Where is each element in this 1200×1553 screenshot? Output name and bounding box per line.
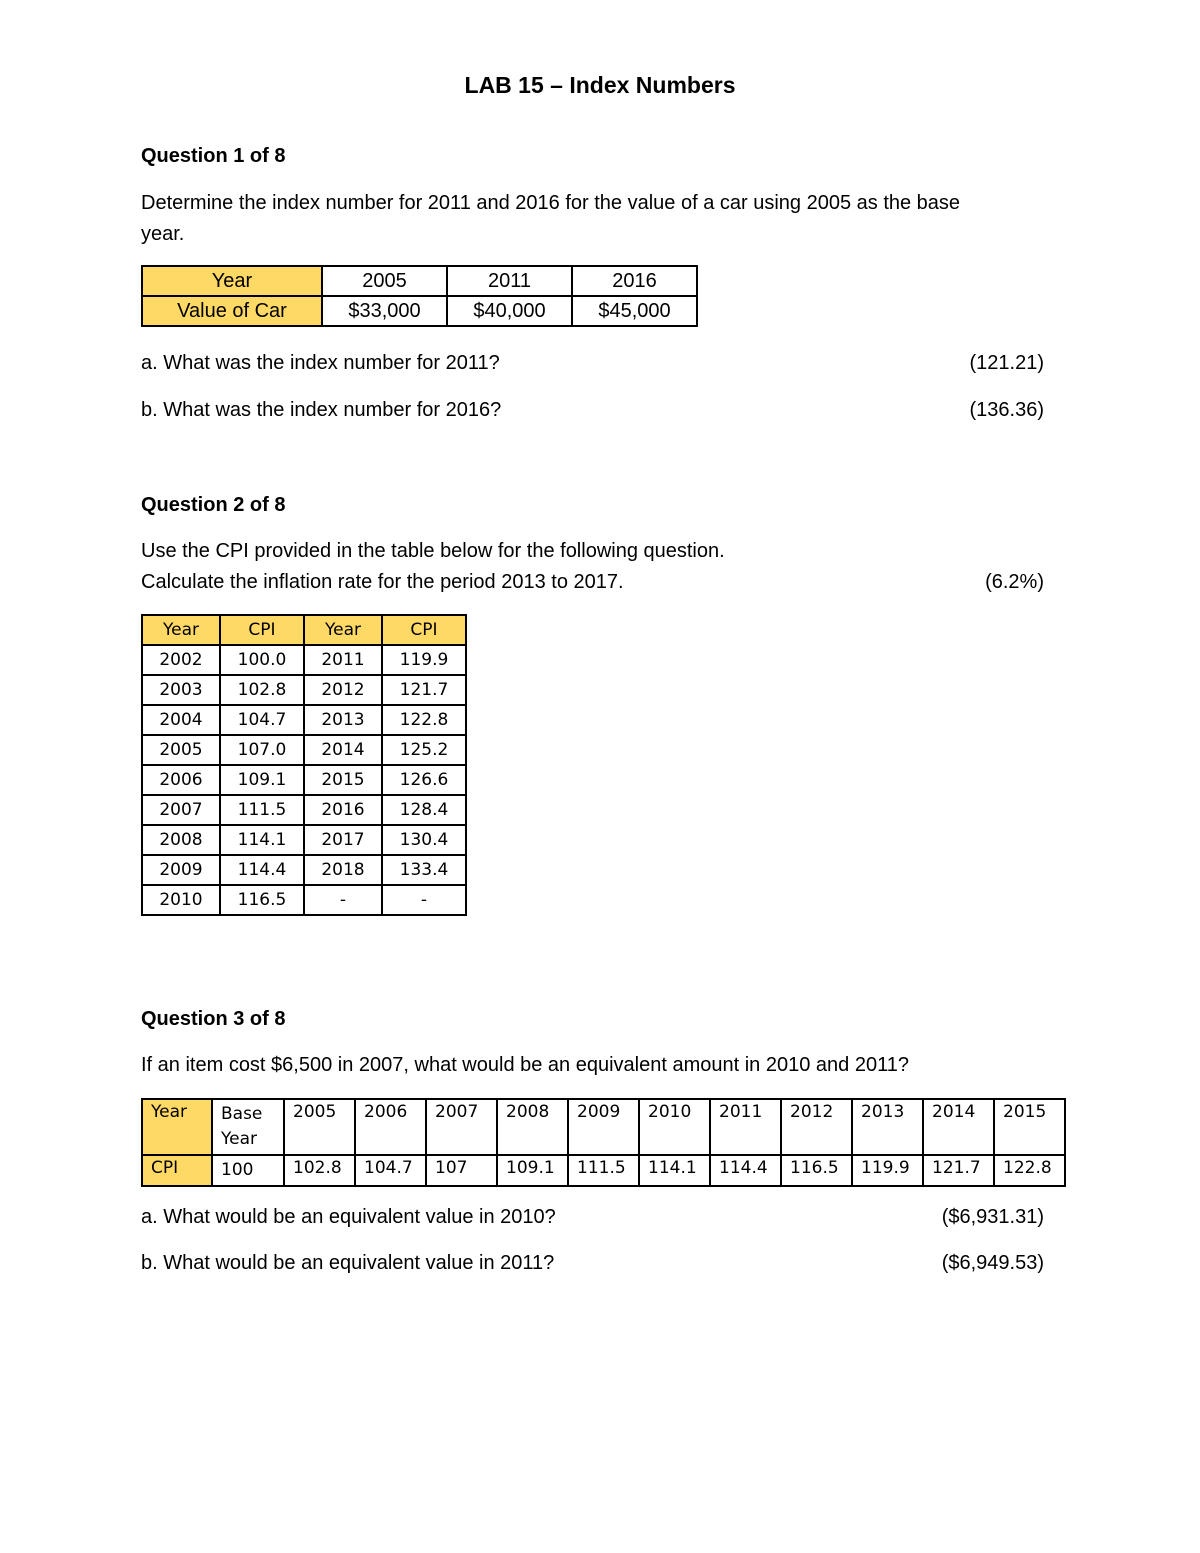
table-cell: 109.1 (220, 765, 304, 795)
table-cell: 2014 (304, 735, 382, 765)
table-cell: 100.0 (220, 645, 304, 675)
table-cell: 2003 (142, 675, 220, 705)
car-value-table (141, 265, 698, 327)
table-cell: $33,000 (322, 296, 447, 326)
table-cell: 133.4 (382, 855, 466, 885)
table-cell: 111.5 (220, 795, 304, 825)
table-header-cell: 2015 (994, 1099, 1065, 1155)
table-cell: 2017 (304, 825, 382, 855)
table-cell: $40,000 (447, 296, 572, 326)
table-cell: 130.4 (382, 825, 466, 855)
part-a-answer: ($6,931.31) (941, 1206, 1044, 1228)
table-row (142, 855, 466, 885)
table-header-cell: 2014 (923, 1099, 994, 1155)
table-cell: 107.0 (220, 735, 304, 765)
table-cell: 121.7 (382, 675, 466, 705)
part-b-text: b. What was the index number for 2016? (141, 399, 502, 421)
table-row (142, 675, 466, 705)
table-header-cell: Year (142, 615, 220, 645)
question-2-answer: (6.2%) (985, 571, 1044, 593)
table-cell: Year (142, 266, 322, 296)
table-cell: 2004 (142, 705, 220, 735)
table-header-cell: 2011 (710, 1099, 781, 1155)
table-cell: 107 (426, 1155, 497, 1186)
table-cell: 2011 (304, 645, 382, 675)
table-cell: 109.1 (497, 1155, 568, 1186)
table-cell: 114.1 (220, 825, 304, 855)
table-header-cell (212, 1099, 284, 1155)
table-header-row (142, 1099, 1065, 1155)
table-row (142, 735, 466, 765)
table-cell: 119.9 (852, 1155, 923, 1186)
table-header-cell: Year (142, 1099, 212, 1155)
question-2-text-line-2-row (141, 567, 1051, 598)
table-header-cell: 2007 (426, 1099, 497, 1155)
question-3-heading: Question 3 of 8 (141, 1008, 286, 1030)
table-header-cell: 2012 (781, 1099, 852, 1155)
question-3-part-b (141, 1252, 1044, 1275)
table-header-cell: Year (304, 615, 382, 645)
table-header-cell: 2006 (355, 1099, 426, 1155)
table-cell: 2012 (304, 675, 382, 705)
table-cell: 104.7 (220, 705, 304, 735)
table-row (142, 296, 697, 326)
table-header-cell: CPI (382, 615, 466, 645)
question-1-part-a (141, 352, 1044, 375)
table-cell: 2018 (304, 855, 382, 885)
part-b-answer: (136.36) (969, 399, 1044, 421)
table-header-cell: CPI (220, 615, 304, 645)
base-label-line-2: Year (221, 1129, 257, 1149)
question-1-text-line-2: year. (141, 223, 185, 245)
table-cell: 2016 (304, 795, 382, 825)
table-cell: 128.4 (382, 795, 466, 825)
table-cell: 2011 (447, 266, 572, 296)
question-3-part-a (141, 1206, 1044, 1229)
table-row (142, 825, 466, 855)
table-cell: $45,000 (572, 296, 697, 326)
table-row (142, 705, 466, 735)
table-cell: 114.1 (639, 1155, 710, 1186)
table-cell: 111.5 (568, 1155, 639, 1186)
table-cell: CPI (142, 1155, 212, 1186)
table-cell: 2002 (142, 645, 220, 675)
question-3-text: If an item cost $6,500 in 2007, what would be an equivalent amount in 2010 and 2011? (141, 1054, 909, 1076)
question-2-text-line-2: Calculate the inflation rate for the period 2013 to 2017. (141, 571, 624, 593)
cpi-table (141, 614, 467, 916)
table-cell: 114.4 (220, 855, 304, 885)
table-cell: 2015 (304, 765, 382, 795)
part-b-answer: ($6,949.53) (941, 1252, 1044, 1274)
table-cell: 104.7 (355, 1155, 426, 1186)
part-a-text: a. What would be an equivalent value in 2010? (141, 1206, 556, 1228)
table-cell: 114.4 (710, 1155, 781, 1186)
question-1-text-line-1: Determine the index number for 2011 and 2016 for the value of a car using 2005 as the base (141, 192, 961, 214)
table-cell: Value of Car (142, 296, 322, 326)
table-cell: 102.8 (284, 1155, 355, 1186)
table-header-cell: 2009 (568, 1099, 639, 1155)
table-cell: 100 (212, 1155, 284, 1186)
table-cell: 2008 (142, 825, 220, 855)
table-row (142, 645, 466, 675)
question-2-text (141, 536, 1051, 598)
table-cell: 2005 (142, 735, 220, 765)
question-1-part-b (141, 399, 1044, 422)
table-cell: 2010 (142, 885, 220, 915)
table-cell: 2016 (572, 266, 697, 296)
table-cell: 116.5 (220, 885, 304, 915)
table-cell: 102.8 (220, 675, 304, 705)
table-cell: 2007 (142, 795, 220, 825)
question-1-text (141, 188, 1051, 250)
table-row (142, 885, 466, 915)
part-b-text: b. What would be an equivalent value in 2011? (141, 1252, 555, 1274)
table-cell: 2009 (142, 855, 220, 885)
part-a-answer: (121.21) (969, 352, 1044, 374)
table-cell: 116.5 (781, 1155, 852, 1186)
table-cell: 125.2 (382, 735, 466, 765)
table-row (142, 765, 466, 795)
table-header-row (142, 615, 466, 645)
table-cell: 2006 (142, 765, 220, 795)
table-row (142, 1155, 1065, 1186)
table-header-cell: 2008 (497, 1099, 568, 1155)
base-label-line-1: Base (221, 1104, 263, 1124)
table-cell: 121.7 (923, 1155, 994, 1186)
table-cell: - (304, 885, 382, 915)
question-2-heading: Question 2 of 8 (141, 494, 286, 516)
table-header-cell: 2010 (639, 1099, 710, 1155)
table-cell: 122.8 (382, 705, 466, 735)
table-cell: 122.8 (994, 1155, 1065, 1186)
table-cell: 126.6 (382, 765, 466, 795)
question-1-heading: Question 1 of 8 (141, 145, 286, 167)
table-header-cell: 2005 (284, 1099, 355, 1155)
cpi-base-year-table (141, 1098, 1066, 1187)
table-row (142, 795, 466, 825)
part-a-text: a. What was the index number for 2011? (141, 352, 500, 374)
table-cell: 2005 (322, 266, 447, 296)
table-cell: 119.9 (382, 645, 466, 675)
page-title: LAB 15 – Index Numbers (464, 72, 736, 98)
question-2-text-line-1: Use the CPI provided in the table below for the following question. (141, 540, 725, 562)
table-row (142, 266, 697, 296)
table-header-cell: 2013 (852, 1099, 923, 1155)
table-cell: 2013 (304, 705, 382, 735)
table-cell: - (382, 885, 466, 915)
